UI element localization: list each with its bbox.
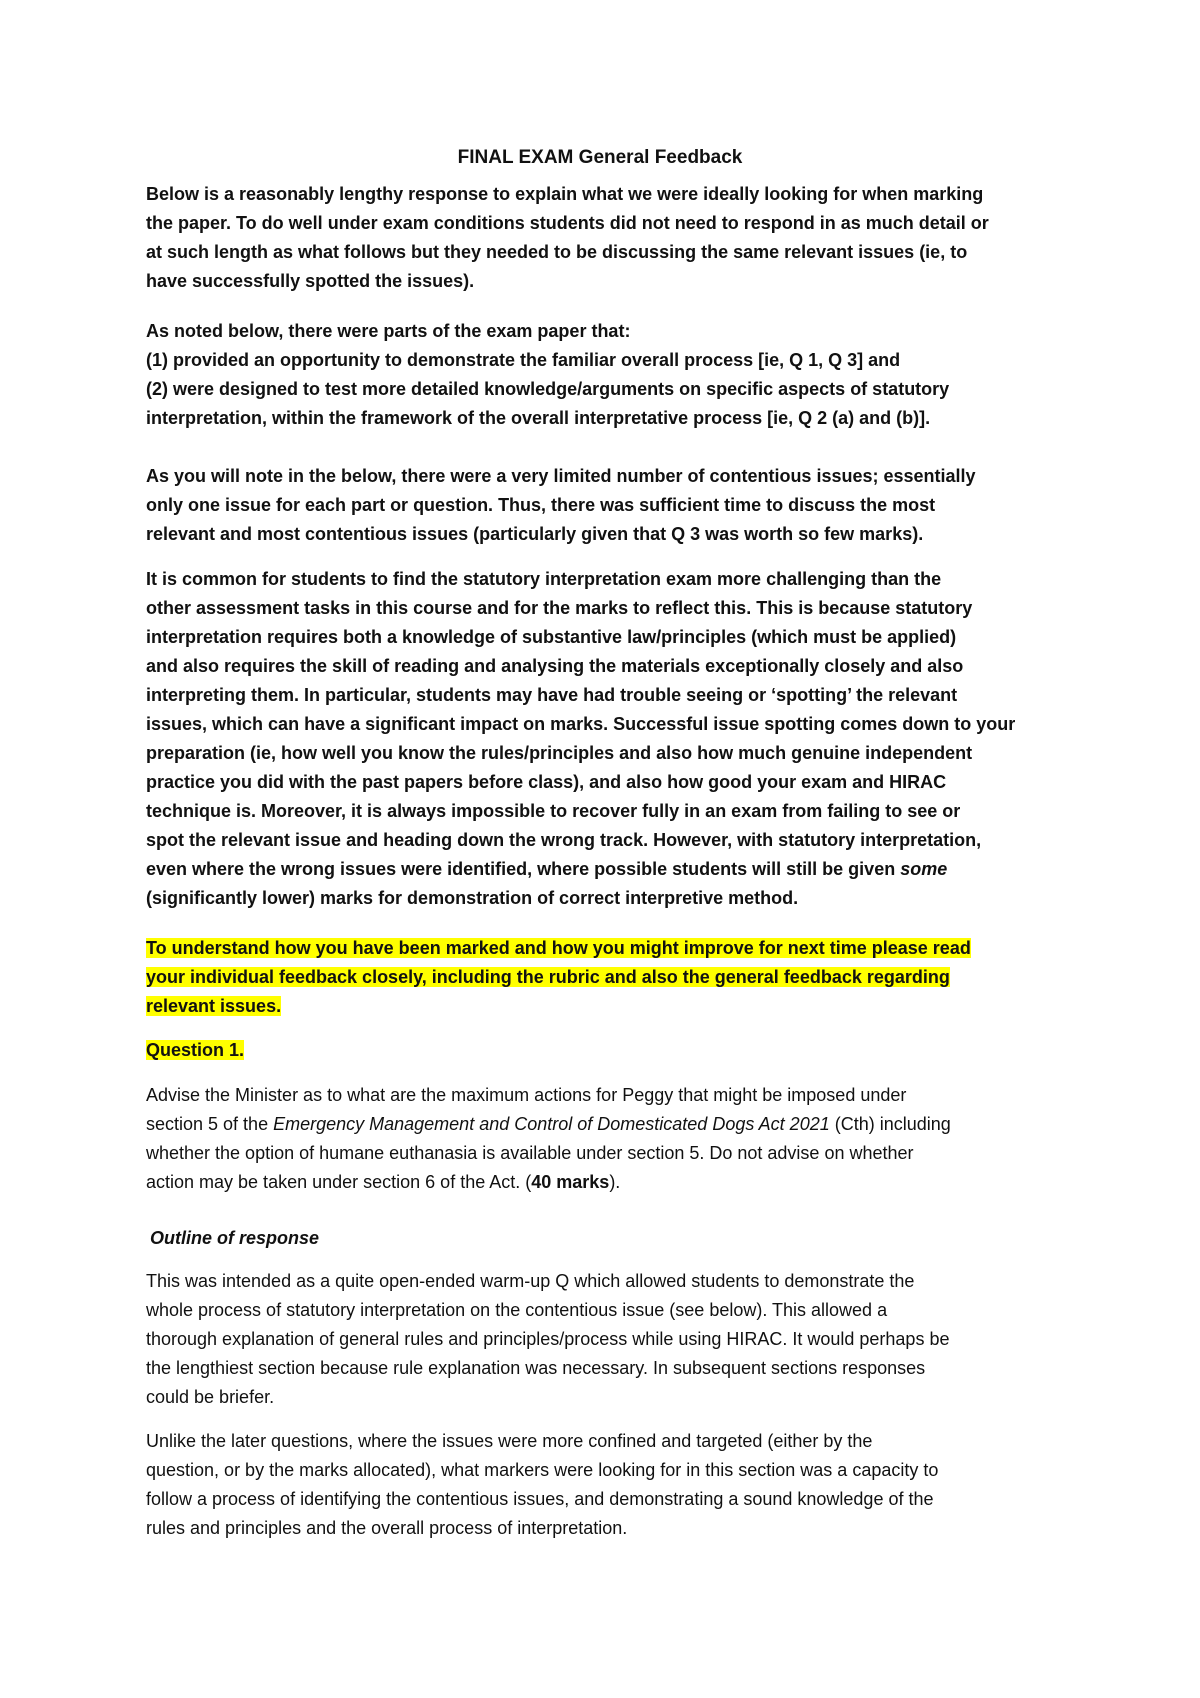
outline-heading xyxy=(150,1224,1070,1253)
intro-line: the paper. To do well under exam conditions students did not need to respond in as much detail or xyxy=(146,213,989,233)
outline-line: thorough explanation of general rules and principles/process while using HIRAC. It would perhaps be xyxy=(146,1329,950,1349)
question-text: section 5 of the xyxy=(146,1114,274,1134)
highlight-line xyxy=(146,992,1066,1021)
unlike-line: Unlike the later questions, where the issues were more confined and targeted (either by the xyxy=(146,1431,873,1451)
noted-line: As noted below, there were parts of the exam paper that: xyxy=(146,321,631,341)
common-line: interpretation requires both a knowledge of substantive law/principles (which must be applied) xyxy=(146,627,957,647)
question-line xyxy=(146,1110,1066,1139)
outline-line: could be briefer. xyxy=(146,1387,275,1407)
outline-heading-text: Outline of response xyxy=(150,1228,320,1248)
common-line: technique is. Moreover, it is always impossible to recover fully in an exam from failing to see or xyxy=(146,801,961,821)
common-line: issues, which can have a significant impact on marks. Successful issue spotting comes down to your xyxy=(146,714,1016,734)
unlike-line: follow a process of identifying the contentious issues, and demonstrating a sound knowledge of the xyxy=(146,1489,934,1509)
intro-line: have successfully spotted the issues). xyxy=(146,271,475,291)
unlike-line: question, or by the marks allocated), what markers were looking for in this section was a capacity to xyxy=(146,1460,939,1480)
question-line xyxy=(146,1168,1066,1197)
outline-paragraph xyxy=(146,1267,1066,1412)
intro-line: at such length as what follows but they needed to be discussing the same relevant issues (ie, to xyxy=(146,242,968,262)
intro-paragraph xyxy=(146,180,1066,296)
noted-line: (1) provided an opportunity to demonstrate the familiar overall process [ie, Q 1, Q 3] and xyxy=(146,350,901,370)
noted-line: interpretation, within the framework of the overall interpretative process [ie, Q 2 (a) and (b)]. xyxy=(146,408,931,428)
outline-line: This was intended as a quite open-ended warm-up Q which allowed students to demonstrate the xyxy=(146,1271,915,1291)
noted-line: (2) were designed to test more detailed knowledge/arguments on specific aspects of statutory xyxy=(146,379,950,399)
common-line: practice you did with the past papers before class), and also how good your exam and HIRAC xyxy=(146,772,947,792)
question-marks: 40 marks xyxy=(531,1172,610,1192)
question-paragraph xyxy=(146,1081,1066,1197)
question-heading xyxy=(146,1036,1066,1065)
highlight-line xyxy=(146,934,1066,963)
common-line: other assessment tasks in this course and for the marks to reflect this. This is because statutory xyxy=(146,598,973,618)
common-paragraph xyxy=(146,565,1066,913)
common-line: and also requires the skill of reading and analysing the materials exceptionally closely and also xyxy=(146,656,964,676)
question-text: (Cth) including xyxy=(829,1114,951,1134)
unlike-line: rules and principles and the overall process of interpretation. xyxy=(146,1518,628,1538)
outline-line: whole process of statutory interpretation on the contentious issue (see below). This allowed a xyxy=(146,1300,888,1320)
outline-line: the lengthiest section because rule explanation was necessary. In subsequent sections responses xyxy=(146,1358,926,1378)
common-line: It is common for students to find the statutory interpretation exam more challenging than the xyxy=(146,569,942,589)
question-heading-text: Question 1. xyxy=(146,1040,245,1060)
question-text: ). xyxy=(609,1172,621,1192)
contentious-paragraph xyxy=(146,462,1066,549)
intro-line: Below is a reasonably lengthy response to explain what we were ideally looking for when marking xyxy=(146,184,984,204)
question-text: action may be taken under section 6 of the Act. ( xyxy=(146,1172,532,1192)
highlighted-text: your individual feedback closely, including the rubric and also the general feedback regarding xyxy=(146,967,950,987)
highlighted-text: relevant issues. xyxy=(146,996,282,1016)
highlight-paragraph xyxy=(146,934,1066,1021)
common-line: preparation (ie, how well you know the rules/principles and also how much genuine independent xyxy=(146,743,973,763)
highlight-line xyxy=(146,963,1066,992)
question-line: whether the option of humane euthanasia is available under section 5. Do not advise on whether xyxy=(146,1143,914,1163)
common-line: (significantly lower) marks for demonstration of correct interpretive method. xyxy=(146,888,799,908)
unlike-paragraph xyxy=(146,1427,1066,1543)
question-line: Advise the Minister as to what are the maximum actions for Peggy that might be imposed under xyxy=(146,1085,907,1105)
act-title: Emergency Management and Control of Domesticated Dogs Act 2021 xyxy=(273,1114,830,1134)
common-line: spot the relevant issue and heading down the wrong track. However, with statutory interpretation, xyxy=(146,830,982,850)
contentious-line: only one issue for each part or question. Thus, there was sufficient time to discuss the most xyxy=(146,495,936,515)
noted-paragraph xyxy=(146,317,1066,433)
highlighted-text: To understand how you have been marked and how you might improve for next time please read xyxy=(146,938,971,958)
emphasis-some: some xyxy=(900,859,948,879)
common-line-text: even where the wrong issues were identified, where possible students will still be given xyxy=(146,859,901,879)
common-line-with-emphasis xyxy=(146,855,1066,884)
document-title: FINAL EXAM General Feedback xyxy=(457,147,743,168)
contentious-line: relevant and most contentious issues (particularly given that Q 3 was worth so few marks). xyxy=(146,524,924,544)
contentious-line: As you will note in the below, there were a very limited number of contentious issues; essentially xyxy=(146,466,976,486)
common-line: interpreting them. In particular, students may have had trouble seeing or ‘spotting’ the relevant xyxy=(146,685,958,705)
